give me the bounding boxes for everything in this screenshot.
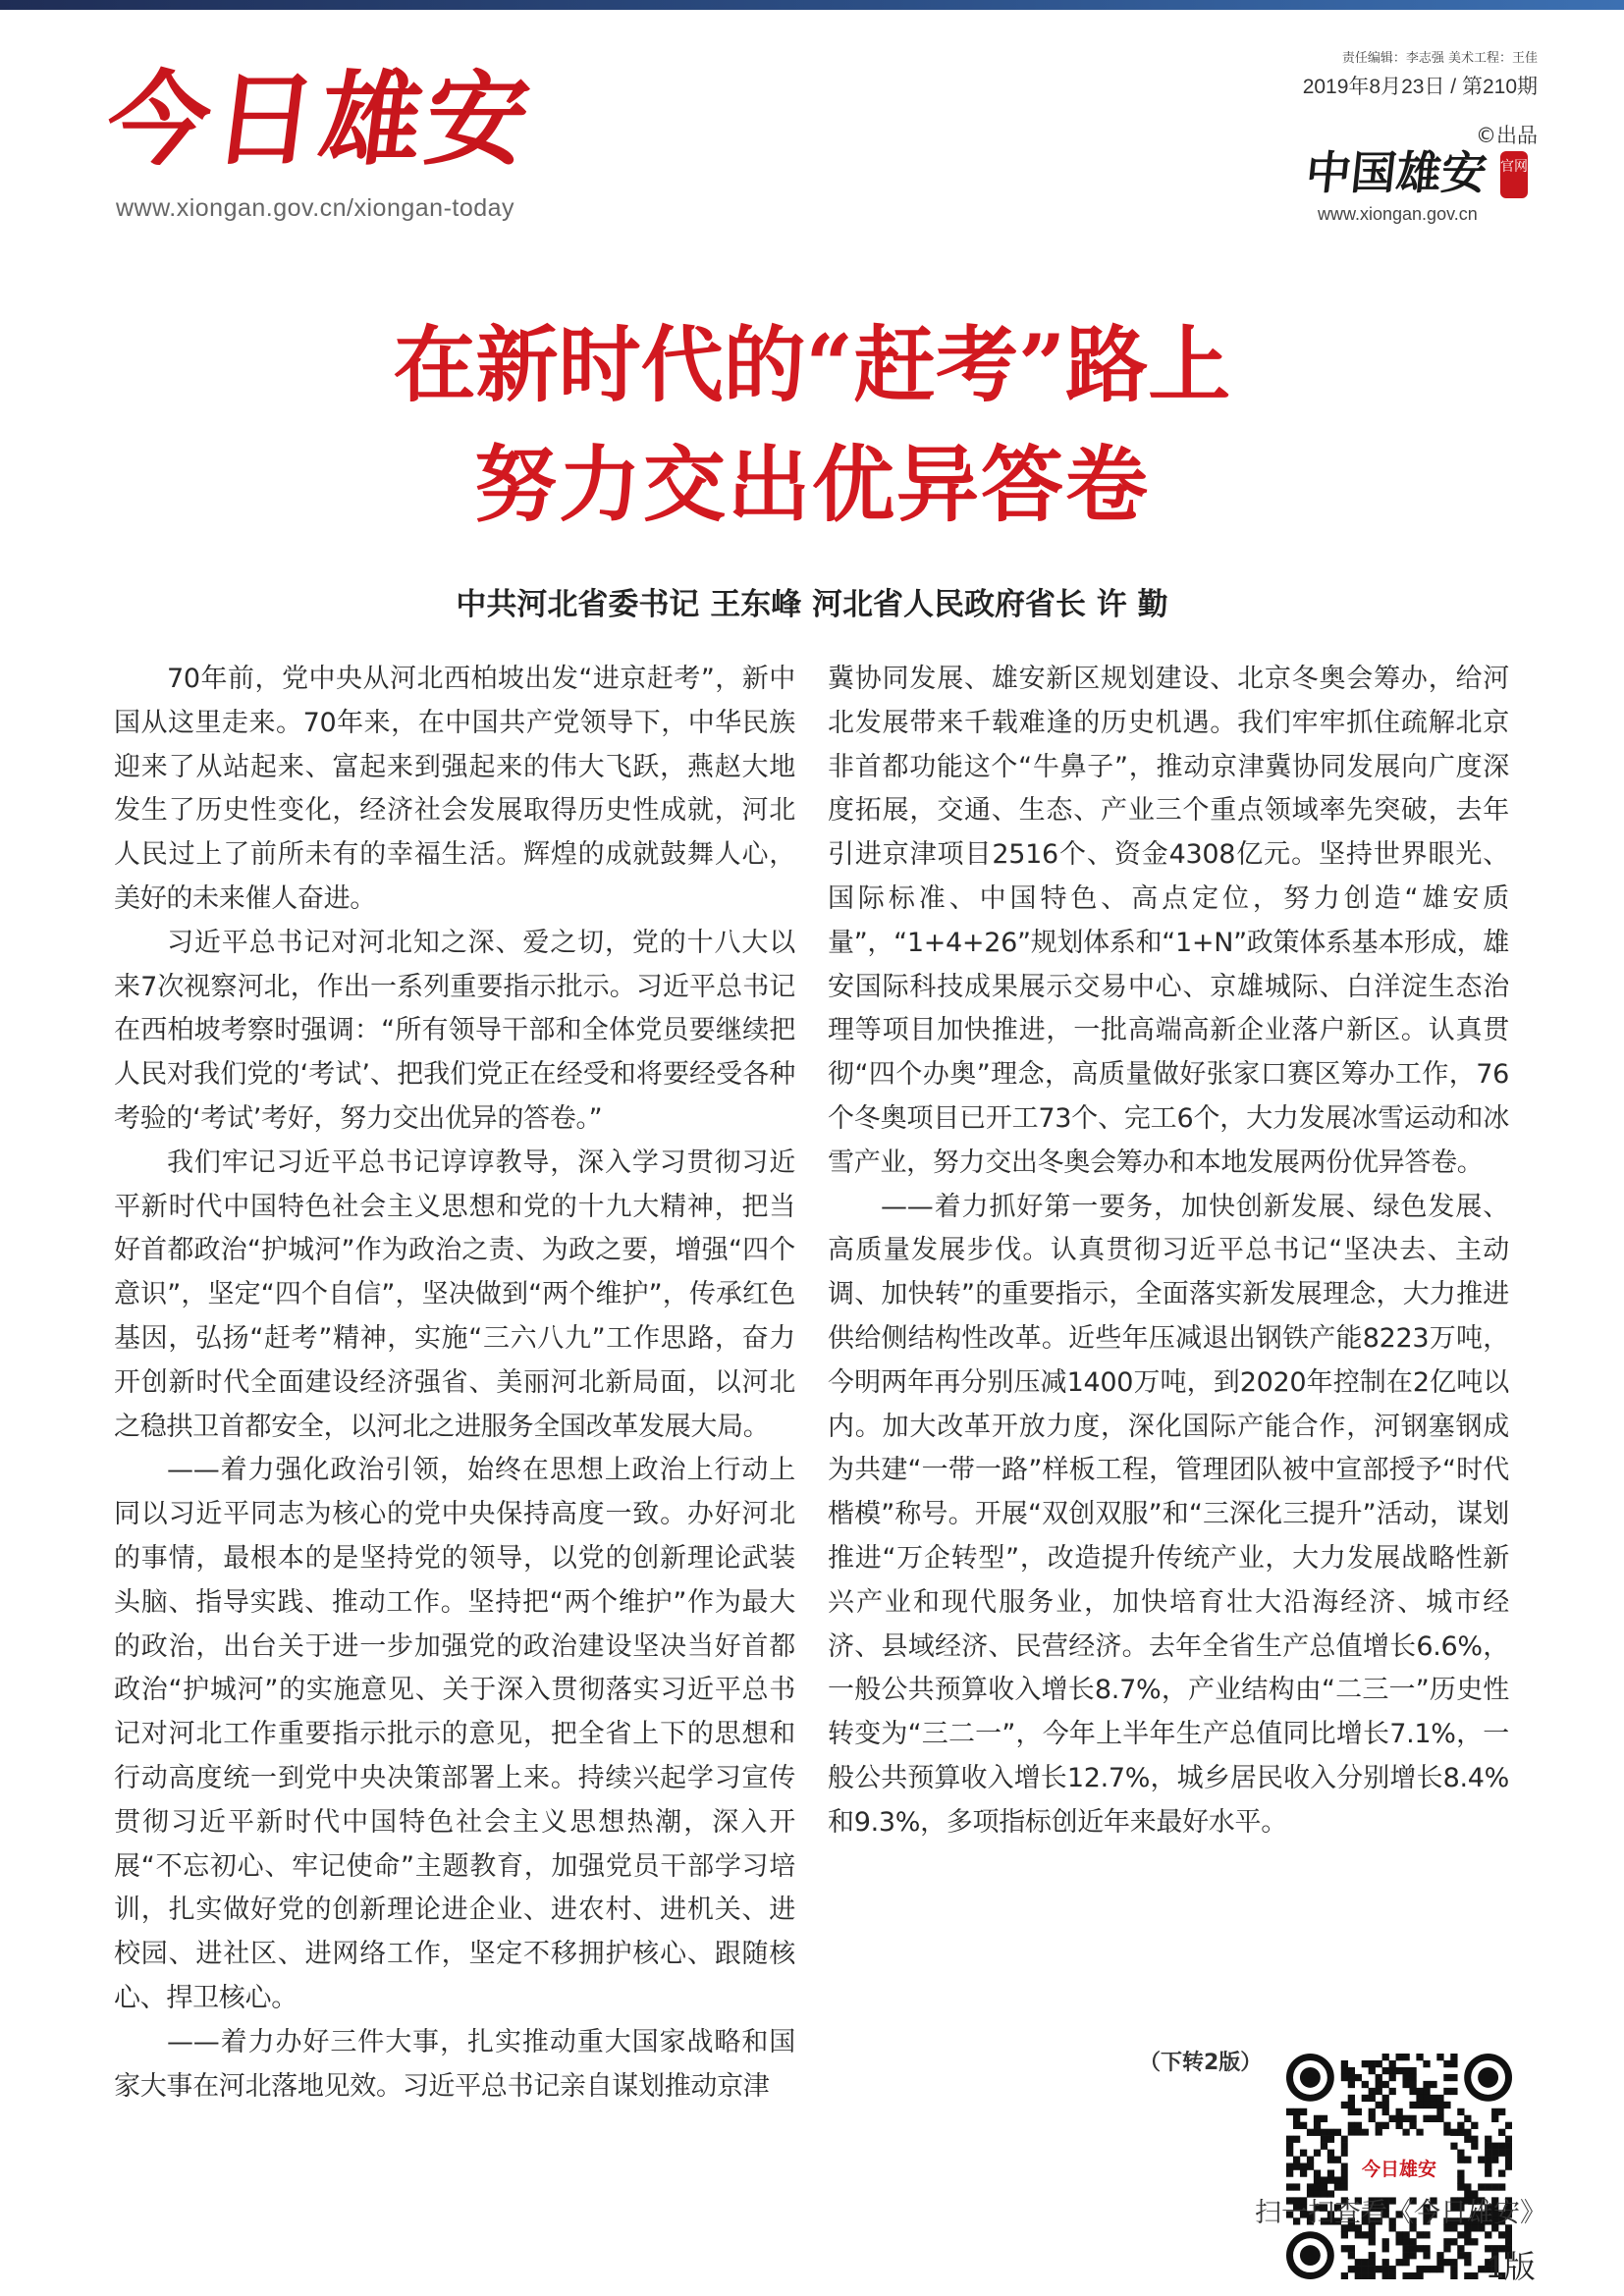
produced-by-label: ©出品 <box>1476 124 1538 147</box>
paragraph-continuation: 冀协同发展、雄安新区规划建设、北京冬奥会筹办，给河北发展带来千载难逢的历史机遇。我们牢牢抓住疏解北京非首都功能这个“牛鼻子”，推动京津冀协同发展向广度深度拓展，交通、生态、产业三个重点领域率先突破，去年引进京津项目2516个、资金4308亿元。坚持世界眼光、国际标准、中国特色、高点定位，努力创造“雄安质量”，“1+4+26”规划体系和“1+N”政策体系基本形成，雄安国际科技成果展示交易中心、京雄城际、白洋淀生态治理等项目加快推进，一批高端高新企业落户新区。认真贯彻“四个办奥”理念，高质量做好张家口赛区筹办工作，76个冬奥项目已开工73个、完工6个，大力发展冰雪运动和冰雪产业，努力交出冬奥会筹办和本地发展两份优异答卷。 <box>828 664 1509 1178</box>
article-column-right <box>828 658 1509 1845</box>
qr-finder-top-left <box>1286 2054 1334 2102</box>
top-color-bar <box>0 0 1624 10</box>
paragraph: 我们牢记习近平总书记谆谆教导，深入学习贯彻习近平新时代中国特色社会主义思想和党的十九大精神，把当好首都政治“护城河”作为政治之责、为政之要，增强“四个意识”，坚定“四个自信”，坚决做到“两个维护”，传承红色基因，弘扬“赶考”精神，实施“三六八九”工作思路，奋力开创新时代全面建设经济强省、美丽河北新局面，以河北之稳拱卫首都安全，以河北之进服务全国改革发展大局。 <box>114 1147 795 1442</box>
masthead-logo: 今日雄安 <box>100 59 540 180</box>
byline: 中共河北省委书记 王东峰 河北省人民政府省长 许 勤 <box>456 587 1168 622</box>
headline-line-1: 在新时代的“赶考”路上 <box>393 316 1231 413</box>
paragraph: ——着力办好三件大事，扎实推动重大国家战略和国家大事在河北落地见效。习近平总书记亲自谋划推动京津 <box>114 2026 795 2102</box>
qr-code[interactable] <box>1286 2054 1512 2279</box>
editors-credit: 责任编辑：李志强 美术工程：王佳 <box>1341 51 1538 66</box>
brand-url[interactable]: www.xiongan.gov.cn <box>1318 204 1478 224</box>
paragraph: ——着力抓好第一要务，加快创新发展、绿色发展、高质量发展步伐。认真贯彻习近平总书记“坚决去、主动调、加快转”的重要指示，全面落实新发展理念，大力推进供给侧结构性改革。近些年压减退出钢铁产能8223万吨，今明两年再分别压减1400万吨，到2020年控制在2亿吨以内。加大改革开放力度，深化国际产能合作，河钢塞钢成为共建“一带一路”样板工程，管理团队被中宣部授予“时代楷模”称号。开展“双创双服”和“三深化三提升”活动，谋划推进“万企转型”，改造提升传统产业，大力发展战略性新兴产业和现代服务业，加快培育壮大沿海经济、城市经济、县域经济、民营经济。去年全省生产总值增长6.6%，一般公共预算收入增长8.7%，产业结构由“二三一”历史性转变为“三二一”，今年上半年生产总值同比增长7.1%，一般公共预算收入增长12.7%，城乡居民收入分别增长8.4%和9.3%，多项指标创近年来最好水平。 <box>828 1191 1509 1838</box>
qr-caption: 扫一扫查看《今日雄安》 <box>1255 2198 1546 2228</box>
paragraph: ——着力强化政治引领，始终在思想上政治上行动上同以习近平同志为核心的党中央保持高度一致。办好河北的事情，最根本的是坚持党的领导，以党的创新理论武装头脑、指导实践、推动工作。坚持把“两个维护”作为最大的政治，出台关于进一步加强党的政治建设坚决当好首都政治“护城河”的实施意见、关于深入贯彻落实习近平总书记对河北工作重要指示批示的意见，把全省上下的思想和行动高度统一到党中央决策部署上来。持续兴起学习宣传贯彻习近平新时代中国特色社会主义思想热潮，深入开展“不忘初心、牢记使命”主题教育，加强党员干部学习培训，扎实做好党的创新理论进企业、进农村、进机关、进校园、进社区、进网络工作，坚定不移拥护核心、跟随核心、捍卫核心。 <box>114 1455 795 2013</box>
brand-seal-icon: 官网 <box>1500 151 1528 198</box>
article-column-left <box>114 658 795 2109</box>
qr-center-logo: 今日雄安 <box>1361 2159 1437 2181</box>
qr-finder-top-right <box>1464 2054 1512 2102</box>
headline-line-2: 努力交出优异答卷 <box>473 436 1150 533</box>
brand-logo <box>1303 145 1542 224</box>
masthead-url[interactable]: www.xiongan.gov.cn/xiongan-today <box>116 194 515 222</box>
issue-date: 2019年8月23日 / 第210期 <box>1302 76 1538 98</box>
brand-name: 中国雄安 <box>1303 146 1489 199</box>
page-number: 1版 <box>1487 2249 1536 2284</box>
qr-finder-bottom-left <box>1286 2231 1334 2279</box>
paragraph: 习近平总书记对河北知之深、爱之切，党的十八大以来7次视察河北，作出一系列重要指示批示。习近平总书记在西柏坡考察时强调：“所有领导干部和全体党员要继续把人民对我们党的‘考试’、把我们党正在经受和将要经受各种考验的‘考试’考好，努力交出优异的答卷。” <box>114 927 795 1134</box>
paragraph: 70年前，党中央从河北西柏坡出发“进京赶考”，新中国从这里走来。70年来，在中国共产党领导下，中华民族迎来了从站起来、富起来到强起来的伟大飞跃，燕赵大地发生了历史性变化，经济社会发展取得历史性成就，河北人民过上了前所未有的幸福生活。辉煌的成就鼓舞人心，美好的未来催人奋进。 <box>114 664 795 914</box>
continued-on-page-2[interactable]: （下转2版） <box>1139 2051 1263 2075</box>
